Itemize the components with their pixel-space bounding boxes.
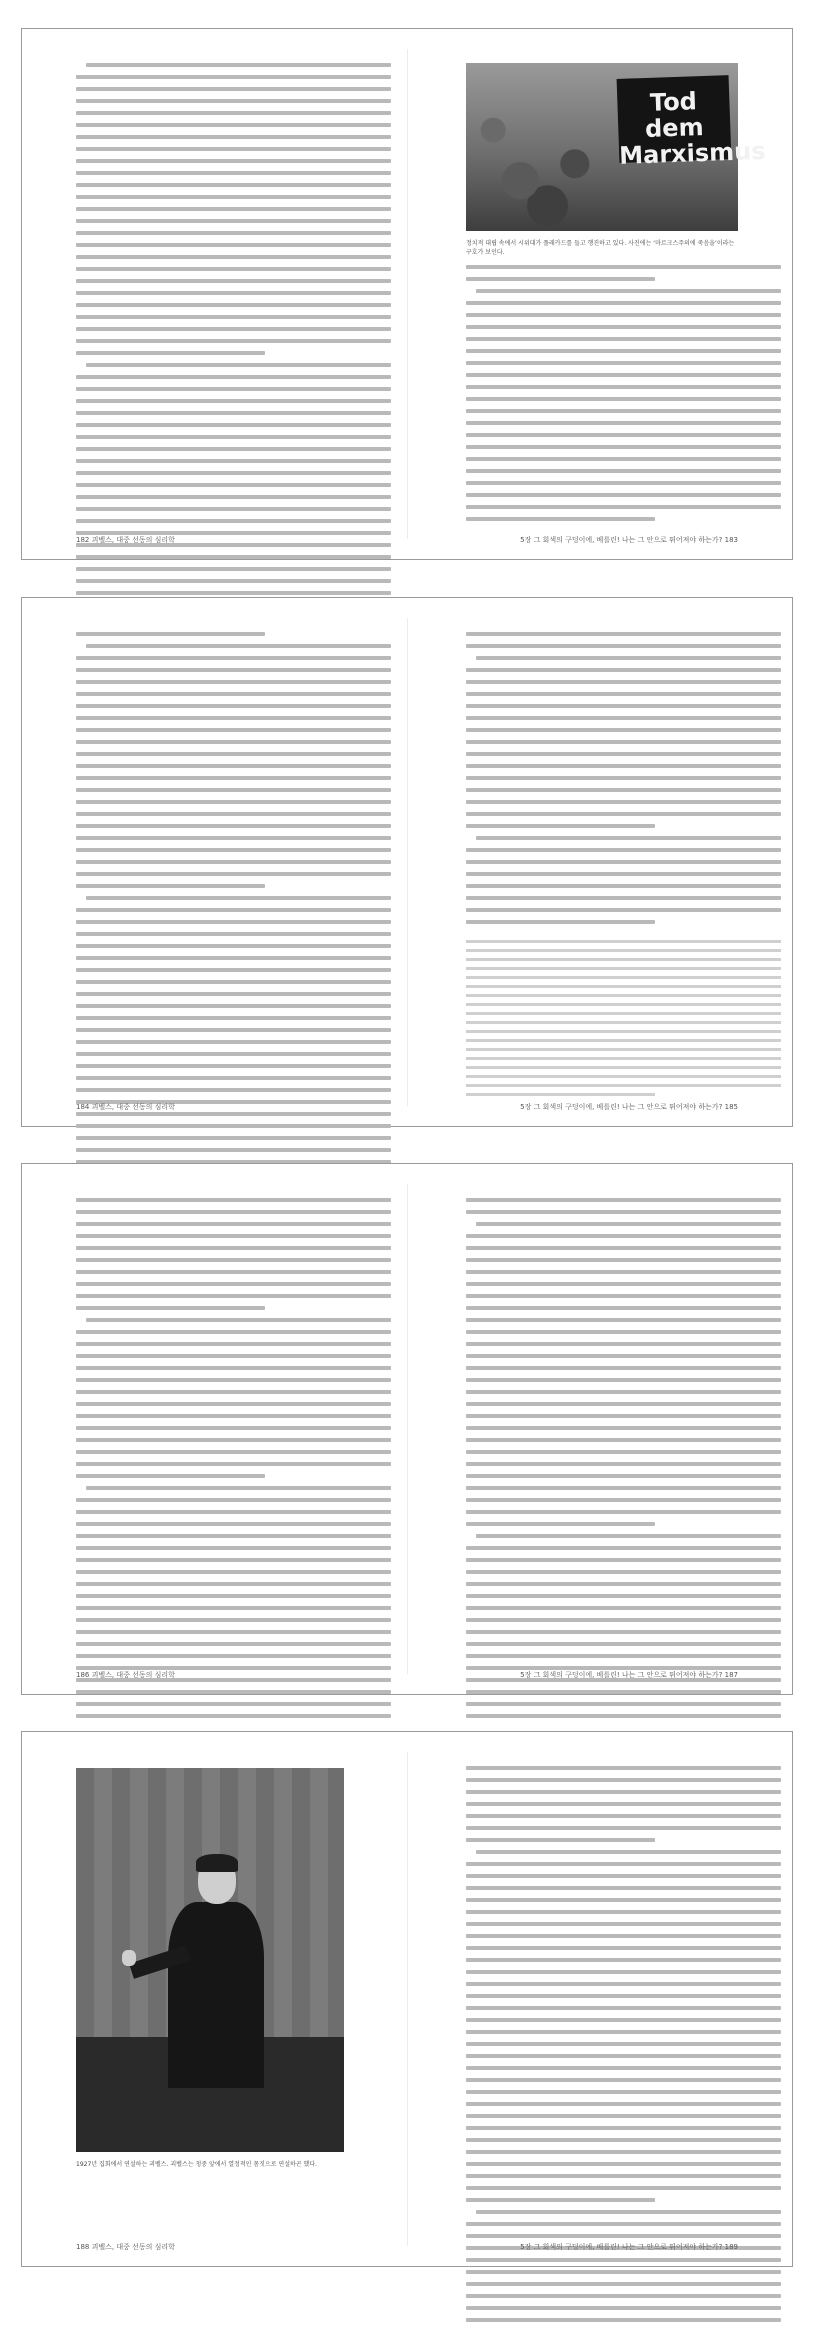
book-spread-1 (21, 28, 793, 560)
page-number-right: 5장 그 회색의 구덩이에, 베를린! 나는 그 안으로 뛰어져야 하는가? 183 (520, 536, 738, 544)
page-185-text (466, 632, 781, 1102)
gutter (407, 1184, 408, 1674)
photo-speaker (76, 1768, 344, 2152)
photo-caption: 정치적 대립 속에서 시위대가 플래카드를 들고 행진하고 있다. 사진에는 ‘마르크스주의에 죽음을’이라는 구호가 보인다. (466, 240, 735, 256)
book-spread-4 (21, 1731, 793, 2267)
book-spread-2 (21, 597, 793, 1127)
page-183-text (466, 265, 781, 529)
photo-caption: 1927년 집회에서 연설하는 괴벨스. 괴벨스는 청중 앞에서 열정적인 몸짓으로 연설하곤 했다. (76, 2161, 318, 2168)
page-187-text (466, 1198, 781, 1726)
page-number-left: 184 괴벨스, 대중 선동의 심리학 (76, 1103, 175, 1111)
page-186-text (76, 1198, 391, 1726)
gutter (407, 1752, 408, 2246)
page-number-left: 186 괴벨스, 대중 선동의 심리학 (76, 1671, 175, 1679)
gutter (407, 618, 408, 1106)
speaker-figure (168, 1858, 264, 2088)
photo-rally-banner (466, 63, 766, 231)
page-number-left: 182 괴벨스, 대중 선동의 심리학 (76, 536, 175, 544)
page-number-right: 5장 그 회색의 구덩이에, 베를린! 나는 그 안으로 뛰어져야 하는가? 187 (520, 1671, 738, 1679)
page-number-right: 5장 그 회색의 구덩이에, 베를린! 나는 그 안으로 뛰어져야 하는가? 185 (520, 1103, 738, 1111)
page-182-text (76, 63, 391, 615)
banner-text: Tod dem Marxismus (617, 75, 732, 163)
book-spread-3 (21, 1163, 793, 1695)
page-number-right: 5장 그 회색의 구덩이에, 베를린! 나는 그 안으로 뛰어져야 하는가? 189 (520, 2243, 738, 2251)
gutter (407, 49, 408, 539)
page-number-left: 188 괴벨스, 대중 선동의 심리학 (76, 2243, 175, 2251)
